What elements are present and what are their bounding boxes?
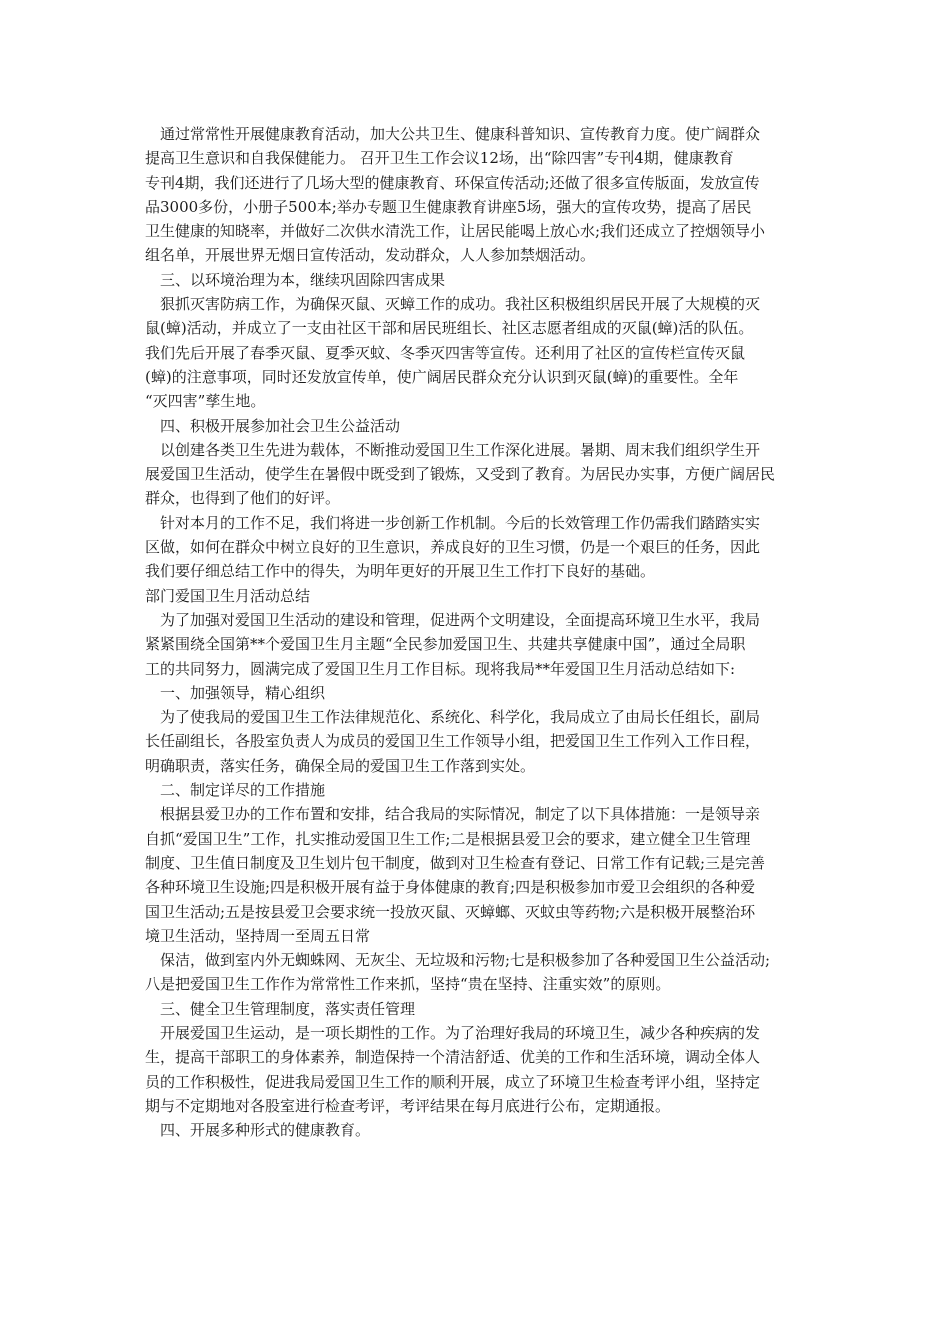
text-line: 卫生健康的知晓率，并做好二次供水清洗工作，让居民能喝上放心水;我们还成立了控烟领导小 xyxy=(145,222,766,241)
document-subtitle: 部门爱国卫生月活动总结 xyxy=(145,586,311,605)
text-line: 鼠(蟑)活动，并成立了一支由社区干部和居民班组长、社区志愿者组成的灭鼠(蟑)活的队伍。 xyxy=(145,319,754,338)
text-line: 长任副组长，各股室负责人为成员的爱国卫生工作领导小组，把爱国卫生工作列入工作日程， xyxy=(145,732,761,751)
text-line: 群众，也得到了他们的好评。 xyxy=(145,489,341,508)
text-line: (蟑)的注意事项，同时还发放宣传单，使广阔居民群众充分认识到灭鼠(蟑)的重要性。全年 xyxy=(145,367,739,386)
text-line: 根据县爱卫办的工作布置和安排，结合我局的实际情况，制定了以下具体措施：一是领导亲 xyxy=(160,805,761,824)
text-line: 提高卫生意识和自我保健能力。 召开卫生工作会议12场，出“除四害”专刊4期，健康教育 xyxy=(145,149,734,168)
text-line: 狠抓灭害防病工作，为确保灭鼠、灭蟑工作的成功。我社区积极组织居民开展了大规模的灭 xyxy=(160,295,761,314)
text-line: 品3000多份，小册子500本;举办专题卫生健康教育讲座5场，强大的宣传攻势，提高了居民 xyxy=(145,197,752,216)
text-line: 工的共同努力，圆满完成了爱国卫生月工作目标。现将我局**年爱国卫生月活动总结如下: xyxy=(145,659,736,678)
text-line: 紧紧围绕全国第**个爱国卫生月主题“全民参加爱国卫生、共建共享健康中国”，通过全局职 xyxy=(145,635,746,654)
text-line: 通过常常性开展健康教育活动，加大公共卫生、健康科普知识、宣传教育力度。使广阔群众 xyxy=(160,125,761,143)
text-line: 自抓“爱国卫生”工作，扎实推动爱国卫生工作;二是根据县爱卫会的要求，建立健全卫生管理 xyxy=(145,829,751,848)
text-line: “灭四害”孳生地。 xyxy=(145,392,266,411)
text-line: 生，提高干部职工的身体素养，制造保持一个清洁舒适、优美的工作和生活环境，调动全体人 xyxy=(145,1048,761,1067)
document-body xyxy=(145,122,815,1142)
text-line: 为了使我局的爱国卫生工作法律规范化、系统化、科学化，我局成立了由局长任组长，副局 xyxy=(160,708,761,727)
text-line: 保洁，做到室内外无蜘蛛网、无灰尘、无垃圾和污物;七是积极参加了各种爱国卫生公益活动; xyxy=(160,951,771,970)
text-line: 我们先后开展了春季灭鼠、夏季灭蚊、冬季灭四害等宣传。还利用了社区的宣传栏宣传灭鼠 xyxy=(145,343,746,362)
text-line: 展爱国卫生活动，使学生在暑假中既受到了锻炼，又受到了教育。为居民办实事，方便广阔居民 xyxy=(145,465,776,484)
text-line: 境卫生活动，坚持周一至周五日常 xyxy=(145,926,371,945)
text-line: 明确职责，落实任务，确保全局的爱国卫生工作落到实处。 xyxy=(145,756,536,775)
section-heading: 三、以环境治理为本，继续巩固除四害成果 xyxy=(160,270,446,289)
section-heading: 二、制定详尽的工作措施 xyxy=(160,781,326,800)
text-line: 专刊4期，我们还进行了几场大型的健康教育、环保宣传活动;还做了很多宣传版面，发放宣传 xyxy=(145,173,760,192)
text-line: 各种环境卫生设施;四是积极开展有益于身体健康的教育;四是积极参加市爱卫会组织的各种爱 xyxy=(145,878,756,897)
section-heading: 三、健全卫生管理制度，落实责任管理 xyxy=(160,999,416,1018)
text-line: 员的工作积极性，促进我局爱国卫生工作的顺利开展，成立了环境卫生检查考评小组，坚持定 xyxy=(145,1072,761,1091)
text-line: 区做，如何在群众中树立良好的卫生意识，养成良好的卫生习惯，仍是一个艰巨的任务，因此 xyxy=(145,538,761,557)
section-heading: 四、开展多种形式的健康教育。 xyxy=(160,1121,371,1140)
text-line: 组名单，开展世界无烟日宣传活动，发动群众，人人参加禁烟活动。 xyxy=(145,246,596,265)
text-line: 期与不定期地对各股室进行检查考评，考评结果在每月底进行公布，定期通报。 xyxy=(145,1096,671,1115)
text-line: 开展爱国卫生运动，是一项长期性的工作。为了治理好我局的环境卫生，减少各种疾病的发 xyxy=(160,1023,761,1042)
text-line: 我们要仔细总结工作中的得失，为明年更好的开展卫生工作打下良好的基础。 xyxy=(145,562,656,581)
text-line: 为了加强对爱国卫生活动的建设和管理，促进两个文明建设，全面提高环境卫生水平，我局 xyxy=(160,610,761,629)
text-line: 国卫生活动;五是按县爱卫会要求统一投放灭鼠、灭蟑螂、灭蚊虫等药物;六是积极开展整治环 xyxy=(145,902,756,921)
text-line: 以创建各类卫生先进为载体，不断推动爱国卫生工作深化进展。暑期、周末我们组织学生开 xyxy=(160,440,761,459)
text-line: 八是把爱国卫生工作作为常常性工作来抓，坚持“贵在坚持、注重实效”的原则。 xyxy=(145,975,671,994)
section-heading: 一、加强领导，精心组织 xyxy=(160,683,326,702)
text-line: 制度、卫生值日制度及卫生划片包干制度，做到对卫生检查有登记、日常工作有记载;三是完善 xyxy=(145,853,766,872)
section-heading: 四、积极开展参加社会卫生公益活动 xyxy=(160,416,401,435)
text-line: 针对本月的工作不足，我们将进一步创新工作机制。今后的长效管理工作仍需我们踏踏实实 xyxy=(160,513,761,532)
